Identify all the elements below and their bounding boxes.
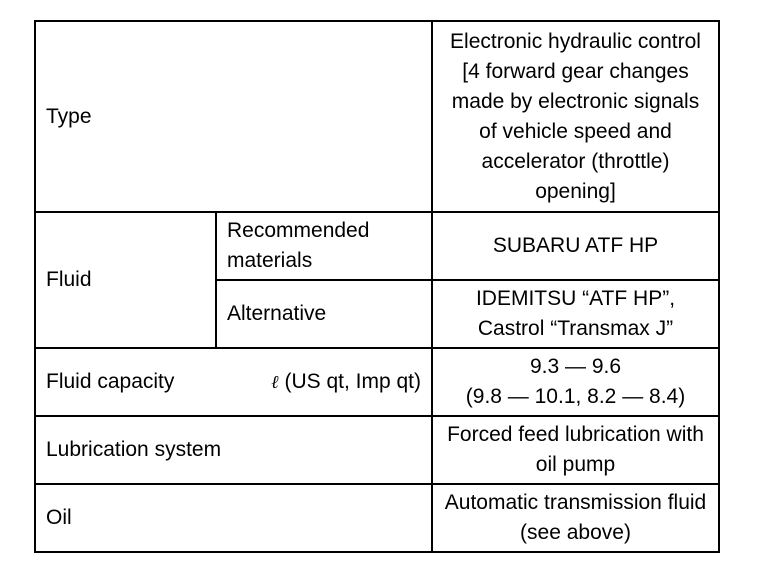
liter-symbol: ℓ <box>270 371 279 393</box>
fluid-capacity-unit <box>271 367 421 398</box>
fluid-capacity-value-liters: 9.3 — 9.6 <box>529 355 622 378</box>
table-row-oil <box>35 484 719 552</box>
spec-table <box>34 20 720 553</box>
recommended-materials-value: SUBARU ATF HP <box>432 212 719 280</box>
oil-label: Oil <box>35 484 432 552</box>
type-value: Electronic hydraulic control [4 forward gear changes made by electronic signals of vehicle speed and accelerator (throttle) opening] <box>432 21 719 212</box>
fluid-capacity-unit-text: (US qt, Imp qt) <box>284 369 421 393</box>
table-row-fluid-recommended <box>35 212 719 280</box>
alternative-label: Alternative <box>216 280 432 348</box>
fluid-label: Fluid <box>35 212 216 348</box>
table-row-capacity <box>35 348 719 416</box>
lubrication-label: Lubrication system <box>35 416 432 484</box>
lubrication-value: Forced feed lubrication with oil pump <box>432 416 719 484</box>
fluid-capacity-cell <box>35 348 432 416</box>
table-row-lubrication <box>35 416 719 484</box>
recommended-materials-label: Recommended materials <box>216 212 432 280</box>
oil-value: Automatic transmission fluid (see above) <box>432 484 719 552</box>
fluid-capacity-value-qt: (9.8 — 10.1, 8.2 — 8.4) <box>465 385 686 408</box>
fluid-capacity-value <box>432 348 719 416</box>
type-label: Type <box>35 21 432 212</box>
fluid-capacity-label: Fluid capacity <box>46 369 175 393</box>
table-row-type <box>35 21 719 212</box>
alternative-value: IDEMITSU “ATF HP”, Castrol “Transmax J” <box>432 280 719 348</box>
